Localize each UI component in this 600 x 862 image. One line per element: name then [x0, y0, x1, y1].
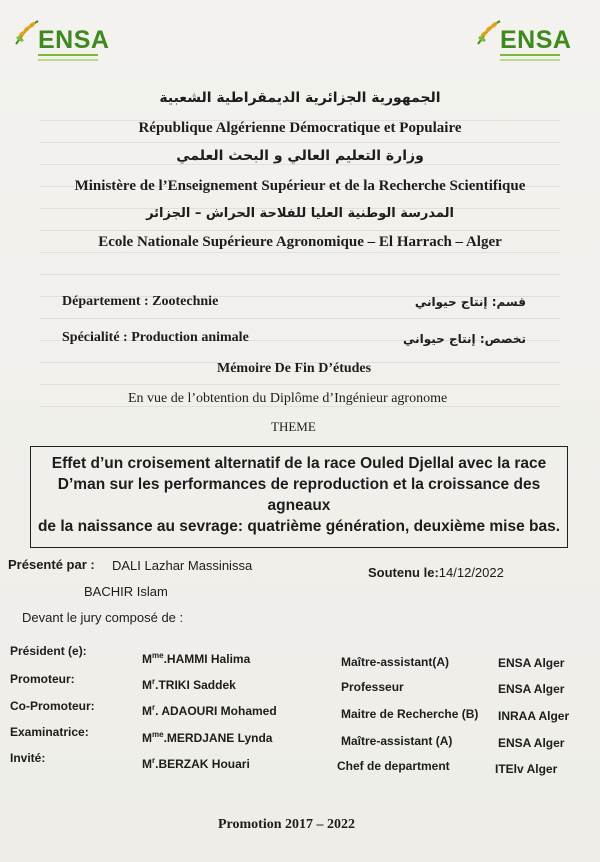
- defense-date-value: 14/12/2022: [438, 565, 504, 580]
- jury-member-name: $M^r.BERZAK$ Houari: [142, 756, 250, 771]
- ministry-french: Ministère de l’Enseignement Supérieur et de la Recherche Scientifique: [74, 178, 526, 194]
- jury-role: Promoteur:: [10, 672, 75, 686]
- jury-intro: Devant le jury composé de :: [22, 610, 184, 625]
- logo-subline: [38, 59, 98, 61]
- defense-date: [368, 565, 504, 580]
- logo-subline: [500, 59, 560, 61]
- school-french: Ecole Nationale Supérieure Agronomique – El Harrach – Alger: [98, 234, 502, 250]
- jury-role: Invité:: [10, 751, 46, 765]
- ensa-logo-left: [8, 14, 110, 64]
- jury-role: Examinatrice:: [10, 725, 89, 739]
- jury-member-title: Chef de department: [337, 759, 450, 773]
- student-1: DALI Lazhar Massinissa: [112, 558, 253, 573]
- jury-member-name: $M^r.TRIKI$ Saddek: [142, 677, 236, 692]
- presented-by-label: Présenté par :: [8, 557, 95, 572]
- jury-member-name: $M^{me}.MERDJANE$ Lynda: [142, 730, 273, 745]
- speciality-arabic: تخصص: إنتاج حيواني: [402, 332, 526, 346]
- jury-member-name: $M^{me}.HAMMI$ Halima: [142, 651, 251, 666]
- jury-member-institution: ITElv Alger: [495, 762, 558, 776]
- jury-member-institution: INRAA Alger: [498, 709, 570, 723]
- logo-text: ENSA: [38, 26, 110, 54]
- defense-label: Soutenu le:: [368, 565, 439, 580]
- department-french: Département : Zootechnie: [62, 294, 219, 309]
- theme-line-1: Effet d’un croisement alternatif de la race Ouled Djellal avec la race: [51, 455, 547, 472]
- theme-line-3: de la naissance au sevrage: quatrième génération, deuxième mise bas.: [37, 518, 561, 535]
- speciality-french: Spécialité : Production animale: [62, 330, 249, 345]
- jury-member-institution: ENSA Alger: [498, 682, 565, 696]
- logo-underline: [500, 54, 560, 56]
- jury-member-name: $M^r$. ADAOURI Mohamed: [142, 703, 277, 718]
- jury-member-institution: ENSA Alger: [498, 656, 565, 670]
- student-2: BACHIR Islam: [84, 584, 168, 599]
- school-arabic: المدرسة الوطنية العليا للفلاحة الحراش – الجزائر: [146, 206, 454, 221]
- memoir-title: Mémoire De Fin D’études: [217, 361, 372, 376]
- jury-member-institution: ENSA Alger: [498, 736, 565, 750]
- theme-line-2: D’man sur les performances de reproduction et la croissance des agneaux: [57, 476, 541, 514]
- jury-role: Co-Promoteur:: [10, 699, 95, 713]
- theme-label: THEME: [271, 419, 316, 434]
- jury-member-title: Maître-assistant (A): [341, 734, 453, 748]
- jury-member-title: Professeur: [341, 680, 404, 694]
- logo-text: ENSA: [500, 26, 572, 54]
- theme-title: [34, 453, 564, 537]
- republic-arabic: الجمهورية الجزائرية الديمقراطية الشعبية: [159, 90, 441, 106]
- department-arabic: قسم: إنتاج حيواني: [414, 295, 526, 309]
- jury-role: Président (e):: [10, 644, 87, 658]
- logo-underline: [38, 54, 98, 56]
- ministry-arabic: وزارة التعليم العالي و البحث العلمي: [176, 148, 424, 164]
- memoir-purpose: En vue de l’obtention du Diplôme d’Ingénieur agronome: [128, 391, 448, 406]
- promotion-years: Promotion 2017 – 2022: [218, 817, 356, 832]
- ensa-logo-right: [470, 14, 572, 64]
- jury-member-title: Maitre de Recherche (B): [341, 707, 479, 721]
- republic-french: République Algérienne Démocratique et Populaire: [138, 120, 462, 136]
- jury-member-title: Maître-assistant(A): [341, 655, 450, 669]
